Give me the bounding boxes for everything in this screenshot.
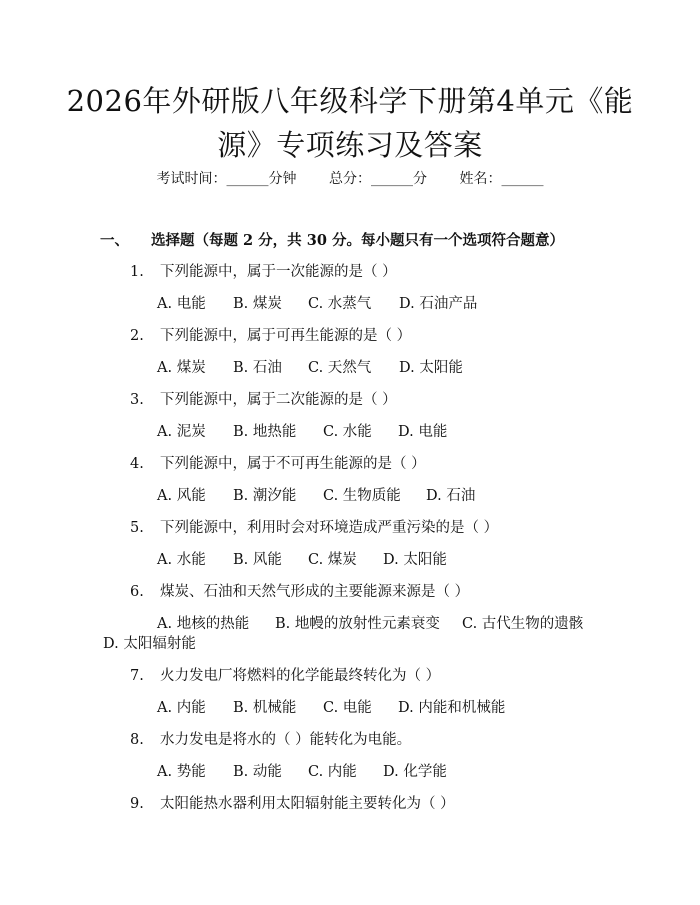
section-label: 选择题（每题 2 分，共 30 分。每小题只有一个选项符合题意） [151, 232, 564, 249]
question-number: 9. [130, 796, 144, 812]
question-5-options [157, 548, 447, 569]
section-heading [100, 229, 564, 250]
option-c: C. 煤炭 [308, 552, 357, 568]
question-number: 7. [130, 668, 144, 684]
option-b: B. 动能 [233, 764, 282, 780]
question-text: 太阳能热水器利用太阳辐射能主要转化为（ ） [160, 796, 455, 812]
question-text: 下列能源中，属于二次能源的是（ ） [160, 392, 397, 408]
question-number: 3. [130, 392, 144, 408]
question-3 [130, 388, 397, 409]
question-number: 1. [130, 264, 144, 280]
exam-time: 考试时间：______分钟 [156, 171, 297, 187]
option-b: B. 石油 [233, 360, 282, 376]
option-d: D. 太阳能 [399, 360, 463, 376]
question-1 [130, 260, 397, 281]
option-a: A. 内能 [157, 700, 206, 716]
question-text: 煤炭、石油和天然气形成的主要能源来源是（ ） [160, 584, 470, 600]
section-number: 一、 [100, 232, 129, 249]
question-4-options [157, 484, 475, 505]
option-a: A. 电能 [157, 296, 206, 312]
option-c: C. 天然气 [308, 360, 372, 376]
question-number: 6. [130, 584, 144, 600]
option-c: C. 内能 [308, 764, 357, 780]
option-d: D. 化学能 [383, 764, 447, 780]
question-7 [130, 664, 440, 685]
question-5 [130, 516, 498, 537]
option-b: B. 机械能 [233, 700, 297, 716]
option-d: D. 石油 [426, 488, 476, 504]
page-title-line-1: 2026年外研版八年级科学下册第4单元《能 [66, 84, 634, 118]
question-8 [130, 728, 411, 749]
question-3-options [157, 420, 447, 441]
question-2 [130, 324, 411, 345]
option-a: A. 势能 [157, 764, 206, 780]
option-c: C. 电能 [323, 700, 372, 716]
question-2-options [157, 356, 463, 377]
option-c: C. 生物质能 [323, 488, 401, 504]
exam-meta [0, 168, 700, 188]
question-number: 8. [130, 732, 144, 748]
option-b: B. 地幔的放射性元素衰变 [275, 616, 440, 632]
exam-score: 总分：______分 [329, 171, 427, 187]
option-d: D. 太阳能 [383, 552, 447, 568]
option-b: B. 潮汐能 [233, 488, 297, 504]
question-6-options-wrap [103, 632, 196, 653]
page-title-line-2: 源》专项练习及答案 [217, 128, 483, 162]
question-text: 下列能源中，属于不可再生能源的是（ ） [160, 456, 426, 472]
option-b: B. 地热能 [233, 424, 297, 440]
question-4 [130, 452, 426, 473]
option-c: C. 水蒸气 [308, 296, 372, 312]
question-number: 4. [130, 456, 144, 472]
question-1-options [157, 292, 477, 313]
question-8-options [157, 760, 447, 781]
question-6-options [157, 612, 583, 633]
exam-name: 姓名：______ [459, 171, 544, 187]
option-c: C. 古代生物的遗骸 [462, 616, 584, 632]
question-text: 下列能源中，属于一次能源的是（ ） [160, 264, 397, 280]
option-a: A. 风能 [157, 488, 206, 504]
option-b: B. 风能 [233, 552, 282, 568]
question-7-options [157, 696, 505, 717]
question-6 [130, 580, 469, 601]
question-text: 火力发电厂将燃料的化学能最终转化为（ ） [160, 668, 441, 684]
option-b: B. 煤炭 [233, 296, 282, 312]
option-a: A. 水能 [157, 552, 206, 568]
question-number: 2. [130, 328, 144, 344]
option-d: D. 内能和机械能 [398, 700, 506, 716]
option-d: D. 电能 [398, 424, 448, 440]
option-a: A. 泥炭 [157, 424, 206, 440]
question-text: 水力发电是将水的（ ）能转化为电能。 [160, 732, 412, 748]
question-9 [130, 792, 455, 813]
option-a: A. 地核的热能 [157, 616, 250, 632]
question-text: 下列能源中，利用时会对环境造成严重污染的是（ ） [160, 520, 499, 536]
option-a: A. 煤炭 [157, 360, 206, 376]
option-d: D. 太阳辐射能 [103, 636, 196, 652]
question-text: 下列能源中，属于可再生能源的是（ ） [160, 328, 412, 344]
option-c: C. 水能 [323, 424, 372, 440]
question-number: 5. [130, 520, 144, 536]
option-d: D. 石油产品 [399, 296, 478, 312]
